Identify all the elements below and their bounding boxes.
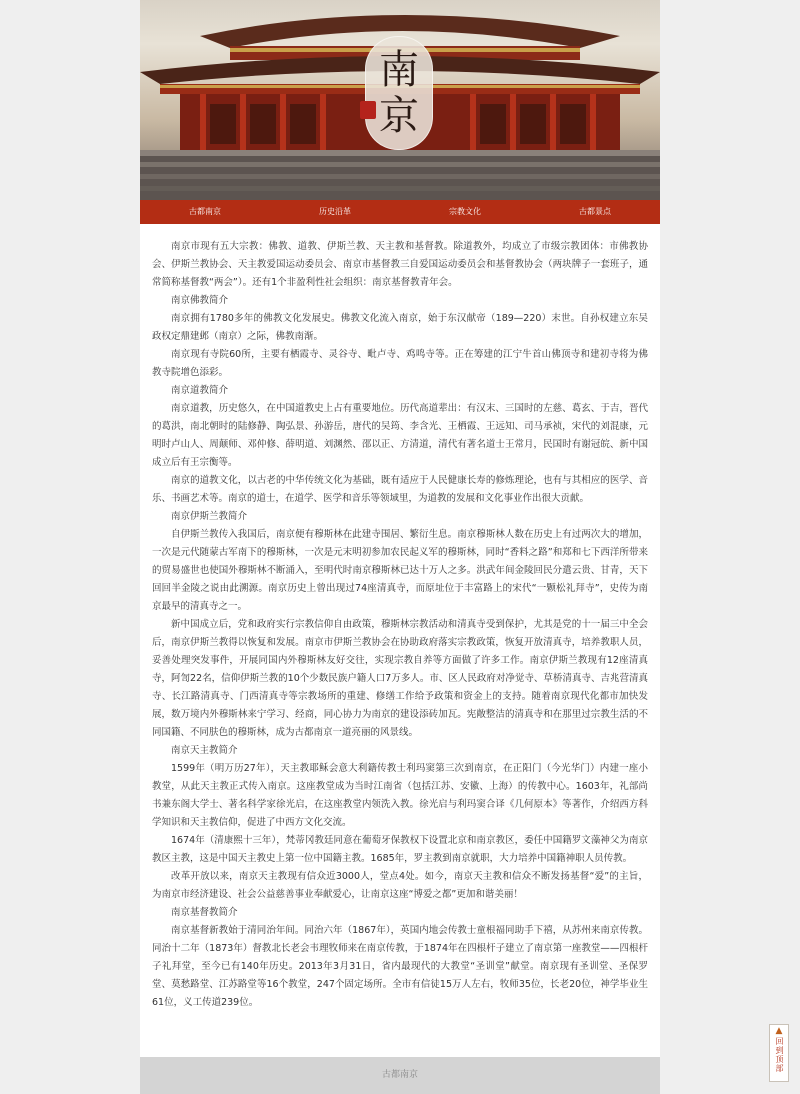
back-to-top-button[interactable] — [769, 1024, 789, 1082]
up-arrow-icon: ▲ — [775, 1026, 783, 1036]
red-stamp-icon — [360, 101, 376, 119]
article-paragraph: 1674年（清康熙十三年），梵蒂冈教廷同意在葡萄牙保教权下设置北京和南京教区，委任中国籍罗文藻神父为南京教区主教，这是中国天主教史上第一位中国籍主教。1685年，罗主教到南京就职，大力培养中国籍神职人员传教。 — [152, 835, 648, 864]
section-heading: 南京佛教简介 — [171, 295, 229, 306]
back-to-top-label: 回到顶部 — [775, 1037, 784, 1073]
page-container — [140, 0, 660, 1094]
article-paragraph: 南京现有寺院60所，主要有栖霞寺、灵谷寺、毗卢寺、鸡鸣寺等。正在筹建的江宁牛首山佛顶寺和建初寺将为佛教寺院增色添彩。 — [152, 349, 648, 378]
article-paragraph: 南京道教，历史悠久，在中国道教史上占有重要地位。历代高道辈出：有汉末、三国时的左慈、葛玄、于吉，晋代的葛洪，南北朝时的陆修静、陶弘景、孙游岳，唐代的吴筠、李含光、王栖霞、王远知、司马承祯，宋代的刘混康，元明时卢山人、周颠师、邓仲修、薛明道、刘渊然、邵以正、方清道，清代有著名道士王常月，民国时有谢冠皖、新中国成立后有王宗衡等。 — [152, 403, 648, 468]
article-paragraph: 南京市现有五大宗教：佛教、道教、伊斯兰教、天主教和基督教。除道教外，均成立了市级宗教团体：市佛教协会、伊斯兰教协会、天主教爱国运动委员会、南京市基督教三自爱国运动委员会和基督教协会（两块牌子一套班子，通常简称基督教“两会”）。还有1个非盈利性社会组织：南京基督教青年会。 — [152, 241, 648, 288]
seal-char-jing: 京 — [379, 93, 419, 139]
article-paragraph: 新中国成立后，党和政府实行宗教信仰自由政策，穆斯林宗教活动和清真寺受到保护，尤其是党的十一届三中全会后，南京伊斯兰教得以恢复和发展。南京市伊斯兰教协会在协助政府落实宗教政策，恢复开放清真寺，培养教职人员，妥善处理突发事件，开展同国内外穆斯林友好交往，实现宗教自养等方面做了许多工作。南京伊斯兰教现有12座清真寺，阿訇22名，信仰伊斯兰教的10个少数民族户籍人口7万多人。市、区人民政府对净觉寺、草桥清真寺、吉兆营清真寺、长江路清真寺、门西清真寺等宗教场所的重建、修缮工作给予政策和资金上的支持。随着南京现代化都市加快发展，数万境内外穆斯林来宁学习、经商，同心协力为南京的建设添砖加瓦。宪敞整洁的清真寺和在那里过宗教生活的不同国籍、不同肤色的穆斯林，成为古都南京一道亮丽的风景线。 — [152, 619, 648, 738]
nav-item-gudu-nanjing[interactable]: 古都南京 — [189, 207, 221, 216]
page-footer: 古都南京 — [140, 1057, 660, 1094]
article-content — [140, 224, 660, 1012]
seal-char-nan: 南 — [379, 47, 419, 93]
section-heading: 南京天主教简介 — [171, 745, 238, 756]
article-paragraph: 南京拥有1780多年的佛教文化发展史。佛教文化流入南京，始于东汉献帝（189—220）末世。自孙权建立东吴政权定鼎建邺（南京）之际，佛教南渐。 — [152, 313, 648, 342]
article-paragraph: 南京的道教文化，以古老的中华传统文化为基础，既有适应于人民健康长寿的修炼理论，也有与其相应的医学、音乐、书画艺术等。南京的道士，在道学、医学和音乐等领域里，为道教的发展和文化事业作出很大贡献。 — [152, 475, 648, 504]
nanjing-seal-logo — [365, 36, 433, 150]
article-paragraph: 自伊斯兰教传入我国后，南京便有穆斯林在此建寺围居、繁衍生息。南京穆斯林人数在历史上有过两次大的增加，一次是元代随蒙古军南下的穆斯林，一次是元末明初参加农民起义军的穆斯林，同时“香料之路”和郑和七下西洋所带来的贸易盛世也使国外穆斯林不断涌入，至明代时南京穆斯林已达十万人之多。洪武年间金陵回民分遣云贵、甘青，天下回回半金陵之说由此溯源。南京历史上曾出现过74座清真寺，而原址位于丰富路上的宋代“一颗松礼拜寺”，史传为南京最早的清真寺之一。 — [152, 529, 648, 612]
nav-item-religion-culture[interactable]: 宗教文化 — [449, 207, 481, 216]
section-heading: 南京道教简介 — [171, 385, 229, 396]
section-heading: 南京伊斯兰教简介 — [171, 511, 248, 522]
article-paragraph: 1599年（明万历27年），天主教耶稣会意大利籍传教士利玛窦第三次到南京，在正阳门（今光华门）内建一座小教堂，从此天主教正式传入南京。这座教堂成为当时江南省（包括江苏、安徽、上海）的传教中心。1603年，礼部尚书兼东阁大学士、著名科学家徐光启，在这座教堂内领洗入教。徐光启与利玛窦合译《几何原本》等著作，介绍西方科学知识和天主教信仰，促进了中西方文化交流。 — [152, 763, 648, 828]
nav-item-scenic-spots[interactable]: 古都景点 — [579, 207, 611, 216]
article-paragraph: 南京基督新教始于清同治年间。同治六年（1867年），英国内地会传教士童根福同助手下禧，从苏州来南京传教。同治十二年（1873年）督教北长老会韦理牧师来在南京传教，于1874年在四根杆子建立了南京第一座教堂——四根杆子礼拜堂，至今已有140年历史。2013年3月31日，省内最现代的大教堂“圣训堂”献堂。南京现有圣训堂、圣保罗堂、莫愁路堂、江苏路堂等16个教堂，247个固定场所。全市有信徒15万人左右，牧师35位，长老20位，神学毕业生61位，义工传道239位。 — [152, 925, 648, 1008]
banner-image — [140, 0, 660, 200]
section-heading: 南京基督教简介 — [171, 907, 238, 918]
main-nav — [140, 200, 660, 224]
article-paragraph: 改革开放以来，南京天主教现有信众近3000人，堂点4处。如今，南京天主教和信众不断发扬基督“爱”的主旨，为南京市经济建设、社会公益慈善事业奉献爱心，让南京这座“博爱之都”更加和谐美丽！ — [152, 871, 648, 900]
nav-item-history[interactable]: 历史沿革 — [319, 207, 351, 216]
